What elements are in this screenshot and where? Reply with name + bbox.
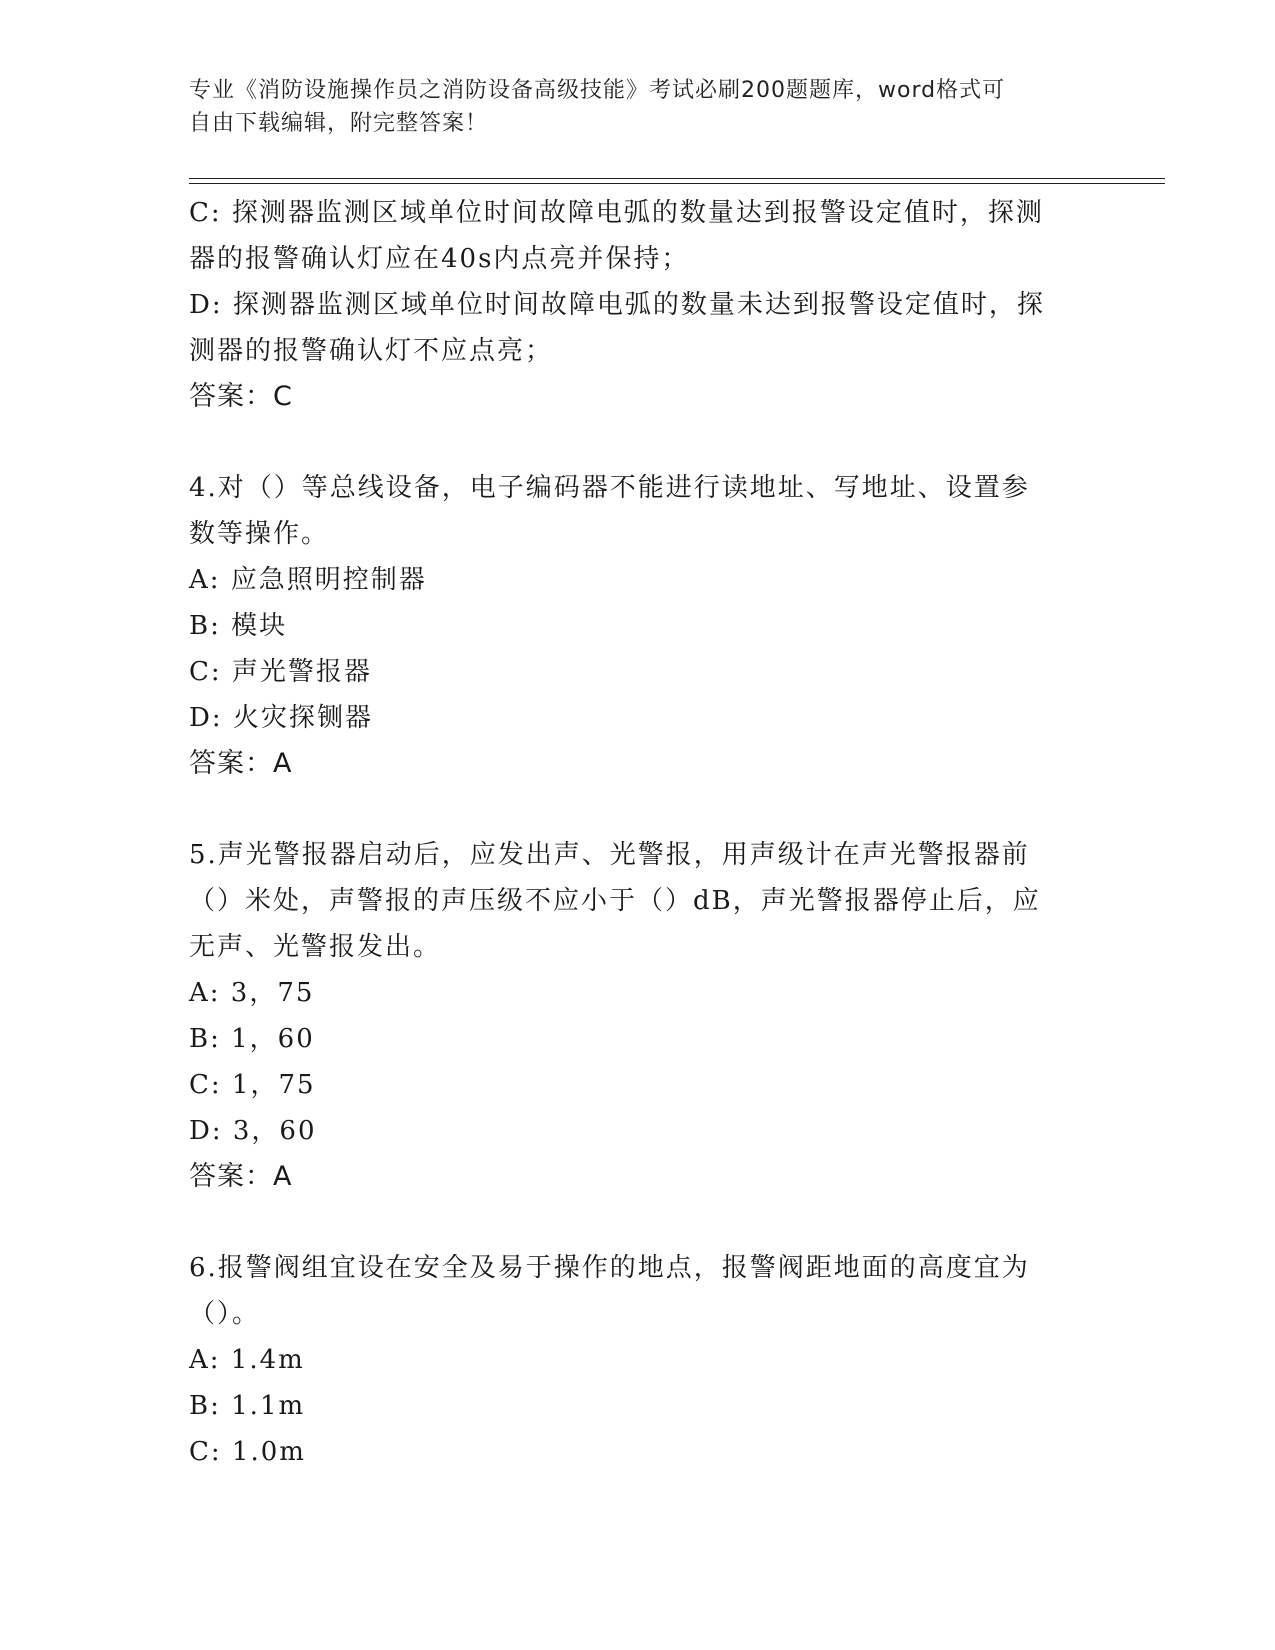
option-c: C: 声光警报器 bbox=[189, 657, 372, 687]
question-stem-line-1: 5.声光警报器启动后，应发出声、光警报，用声级计在声光警报器前 bbox=[189, 840, 1030, 870]
option-d-line-1: D: 探测器监测区域单位时间故障电弧的数量未达到报警设定值时，探 bbox=[189, 290, 1045, 320]
answer-line: 答案：C bbox=[189, 381, 293, 412]
question-6 bbox=[189, 1245, 1089, 1475]
option-b: B: 模块 bbox=[189, 611, 288, 641]
question-gap bbox=[189, 420, 1089, 465]
question-3-tail bbox=[189, 190, 1089, 420]
question-stem-line-1: 6.报警阀组宜设在安全及易于操作的地点，报警阀距地面的高度宜为 bbox=[189, 1253, 1030, 1283]
option-c: C: 1.0m bbox=[189, 1437, 306, 1467]
question-stem-line-1: 4.对（）等总线设备，电子编码器不能进行读地址、写地址、设置参 bbox=[189, 473, 1030, 503]
question-stem-line-2: （）米处，声警报的声压级不应小于（）dB，声光警报器停止后，应 bbox=[189, 886, 1041, 916]
option-d-line-2: 测器的报警确认灯不应点亮； bbox=[189, 336, 554, 366]
option-b: B: 1.1m bbox=[189, 1391, 306, 1421]
answer-line: 答案：A bbox=[189, 1161, 293, 1192]
option-a: A: 应急照明控制器 bbox=[189, 565, 427, 595]
question-gap bbox=[189, 1200, 1089, 1245]
header-rule-top bbox=[189, 178, 1165, 179]
question-4 bbox=[189, 465, 1089, 787]
question-stem-line-2: 数等操作。 bbox=[189, 519, 330, 549]
question-stem-line-3: 无声、光警报发出。 bbox=[189, 932, 442, 962]
option-a: A: 3，75 bbox=[189, 978, 315, 1008]
option-c-line-2: 器的报警确认灯应在40s内点亮并保持； bbox=[189, 244, 690, 274]
header-line-2: 自由下载编辑，附完整答案！ bbox=[189, 111, 489, 136]
document-header bbox=[189, 74, 1089, 140]
option-c-line-1: C: 探测器监测区域单位时间故障电弧的数量达到报警设定值时，探测 bbox=[189, 198, 1044, 228]
option-d: D: 火灾探铡器 bbox=[189, 703, 373, 733]
question-stem-line-2: （）。 bbox=[189, 1299, 261, 1329]
option-a: A: 1.4m bbox=[189, 1345, 305, 1375]
header-line-1: 专业《消防设施操作员之消防设备高级技能》考试必刷200题题库，word格式可 bbox=[189, 78, 1006, 103]
header-rule-bottom bbox=[189, 183, 1165, 184]
question-gap bbox=[189, 787, 1089, 832]
option-c: C: 1，75 bbox=[189, 1070, 316, 1100]
question-5 bbox=[189, 832, 1089, 1200]
question-list bbox=[189, 190, 1089, 1475]
answer-line: 答案：A bbox=[189, 748, 293, 779]
option-b: B: 1，60 bbox=[189, 1024, 315, 1054]
option-d: D: 3，60 bbox=[189, 1116, 317, 1146]
